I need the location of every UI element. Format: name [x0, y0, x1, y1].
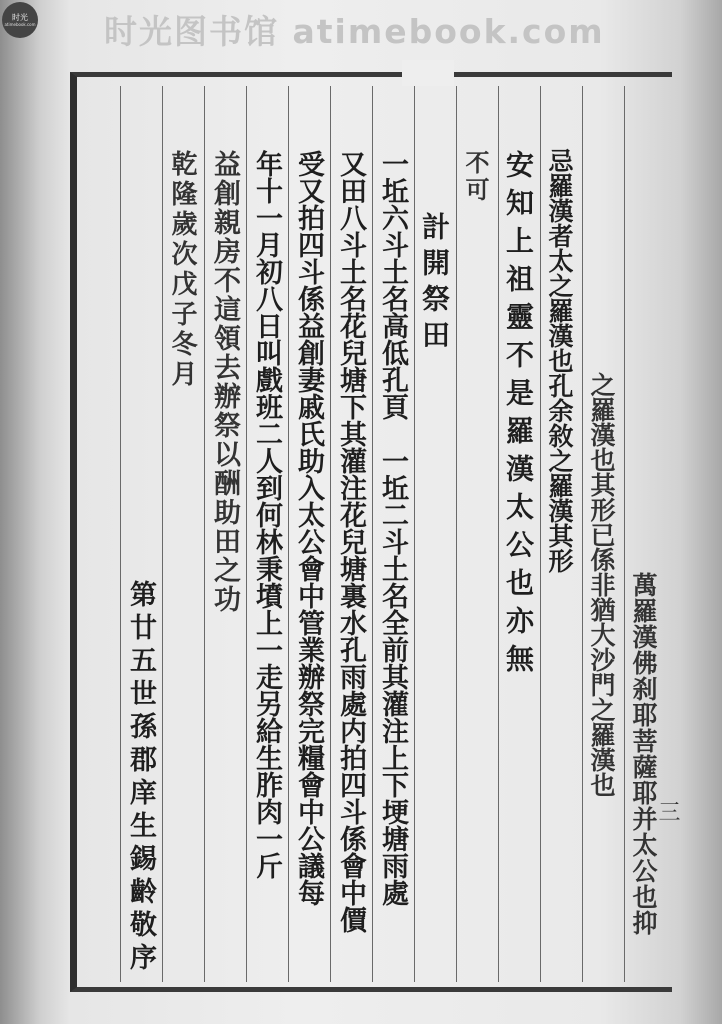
column-rule — [456, 86, 457, 982]
text-column-5: 不可 — [461, 150, 490, 204]
torn-edge — [402, 60, 454, 86]
date-column: 乾隆歲次戊子冬月 — [167, 150, 197, 390]
badge-text: 时光 — [12, 13, 28, 22]
text-column-6: 計開祭田 — [418, 212, 451, 356]
text-column-10: 年十一月初八日叫戲班二人到何林秉墳上一走另給生胙肉一斤 — [251, 150, 282, 879]
badge-url: atimebook.com — [4, 22, 36, 27]
signature-column: 第廿五世孫郡庠生錫齡敬序 — [125, 580, 156, 976]
text-column-1: 萬羅漢佛刹耶菩薩耶并太公也抑 — [629, 572, 658, 936]
watermark: 时光图书馆 atimebook.com — [104, 12, 605, 51]
text-column-8: 又田八斗土名花兒塘下其灌注花兒塘裏水孔雨處内拍四斗係會中價 — [335, 150, 366, 933]
text-column-7: 一坵六斗土名高低孔頁 一坵二斗土名全前其灌注上下埂塘雨處 — [377, 150, 408, 906]
text-column-3: 忌羅漢者太之羅漢也孔余敘之羅漢其形 — [545, 148, 574, 573]
page-number: 三 — [655, 800, 680, 822]
text-column-2: 之羅漢也其形已係非猶大沙門之羅漢也 — [587, 372, 616, 797]
text-column-11: 益創親房不這領去辦祭以酬助田之功 — [209, 150, 240, 614]
site-logo-badge — [2, 2, 38, 38]
text-column-9: 受又拍四斗係益創妻戚氏助入太公會中管業辦祭完糧會中公議每 — [293, 150, 324, 906]
text-column-4: 安知上祖靈不是羅漢太公也亦無 — [502, 150, 535, 682]
